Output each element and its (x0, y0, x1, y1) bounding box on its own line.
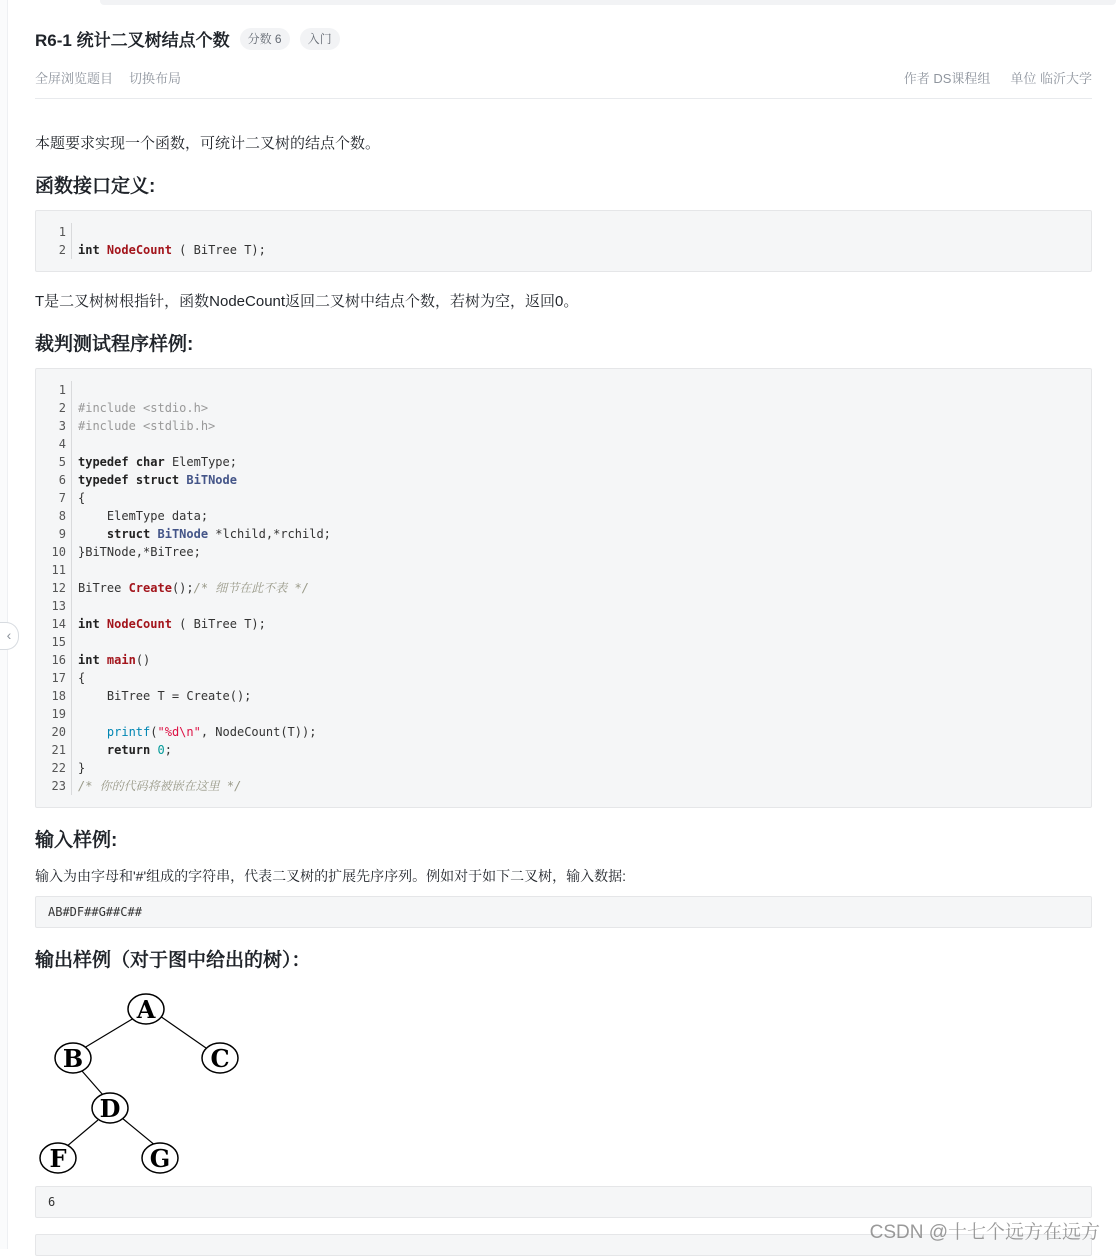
line-number: 18 (36, 687, 72, 705)
line-number: 3 (36, 417, 72, 435)
code-text: #include <stdio.h> (78, 401, 209, 415)
code-line (36, 471, 331, 489)
author-info: 作者 DS课程组 (903, 71, 991, 86)
line-number: 2 (36, 241, 72, 259)
line-number: 21 (36, 741, 72, 759)
interface-code-block (35, 210, 1092, 272)
output-sample-text: 6 (48, 1195, 56, 1209)
tree-label-g: G (149, 1144, 171, 1173)
code-text: int NodeCount ( BiTree T); (78, 243, 266, 257)
code-text: printf("%d\n", NodeCount(T)); (106, 725, 317, 739)
edge-b-d (82, 1071, 103, 1095)
code-line (36, 687, 331, 705)
collapse-sidebar-chevron-icon[interactable]: ‹ (0, 622, 19, 650)
line-number: 10 (36, 543, 72, 561)
code-line (36, 597, 331, 615)
edge-d-g (122, 1118, 156, 1146)
code-line (36, 223, 266, 241)
code-line (36, 741, 331, 759)
code-line (36, 489, 331, 507)
score-badge: 分数 6 (240, 28, 290, 50)
line-number: 23 (36, 777, 72, 795)
code-line (36, 633, 331, 651)
binary-tree-diagram (38, 990, 248, 1180)
line-number: 12 (36, 579, 72, 597)
code-line (36, 417, 331, 435)
interface-heading: 函数接口定义: (35, 176, 156, 197)
interface-description: T是二叉树树根指针，函数NodeCount返回二叉树中结点个数，若树为空，返回0。 (35, 293, 579, 310)
tree-label-f: F (49, 1144, 67, 1173)
fullscreen-link[interactable]: 全屏浏览题目 (35, 71, 114, 86)
line-number: 22 (36, 759, 72, 777)
code-text (72, 705, 78, 723)
code-text: int NodeCount ( BiTree T); (78, 617, 266, 631)
code-line (36, 579, 331, 597)
code-text (72, 561, 78, 579)
code-line (36, 669, 331, 687)
switch-layout-link[interactable]: 切换布局 (129, 71, 182, 86)
code-text: /* 你的代码将被嵌在这里 */ (78, 779, 242, 793)
code-text: int main() (78, 653, 151, 667)
code-line (36, 381, 331, 399)
code-text: BiTree T = Create(); (78, 689, 252, 703)
tree-label-c: C (210, 1044, 230, 1073)
code-line (36, 615, 331, 633)
line-number: 15 (36, 633, 72, 651)
code-text (72, 633, 78, 651)
title-row (35, 26, 340, 51)
line-number: 4 (36, 435, 72, 453)
code-text (72, 435, 78, 453)
code-text: { (78, 491, 86, 505)
code-text: BiTree Create();/* 细节在此不表 */ (78, 581, 309, 595)
code-text: #include <stdlib.h> (78, 419, 216, 433)
tree-label-d: D (99, 1094, 121, 1123)
code-line (36, 759, 331, 777)
code-line (36, 543, 331, 561)
line-number: 16 (36, 651, 72, 669)
line-number: 14 (36, 615, 72, 633)
edge-a-b (84, 1018, 134, 1048)
code-line (36, 453, 331, 471)
code-text (72, 223, 78, 241)
line-number: 13 (36, 597, 72, 615)
edge-a-c (160, 1016, 206, 1048)
code-line (36, 561, 331, 579)
code-line (36, 525, 331, 543)
tree-label-a: A (136, 995, 156, 1024)
input-sample-text: AB#DF##G##C## (48, 905, 142, 919)
code-text: struct BiTNode *lchild,*rchild; (106, 527, 331, 541)
code-line (36, 435, 331, 453)
line-number: 1 (36, 381, 72, 399)
code-text (72, 381, 78, 399)
code-text: return 0; (106, 743, 172, 757)
output-sample-heading: 输出样例（对于图中给出的树）： (35, 950, 311, 971)
top-toolbar-strip (100, 0, 1116, 5)
line-number: 1 (36, 223, 72, 241)
line-number: 9 (36, 525, 72, 543)
input-description: 输入为由字母和'#'组成的字符串，代表二叉树的扩展先序序列。例如对于如下二叉树，输入数据: (35, 868, 627, 884)
input-sample-block (35, 896, 1092, 928)
test-program-heading: 裁判测试程序样例: (35, 334, 194, 355)
test-program-code-block (35, 368, 1092, 808)
code-text: }BiTNode,*BiTree; (78, 545, 201, 559)
code-line (36, 507, 331, 525)
level-badge: 入门 (300, 28, 340, 50)
line-number: 19 (36, 705, 72, 723)
unit-info: 单位 临沂大学 (1010, 71, 1092, 86)
tree-label-b: B (62, 1044, 84, 1073)
code-text: ElemType data; (78, 509, 209, 523)
input-sample-heading: 输入样例: (35, 830, 118, 851)
output-sample-block (35, 1186, 1092, 1218)
line-number: 6 (36, 471, 72, 489)
line-number: 11 (36, 561, 72, 579)
code-line (36, 777, 331, 795)
code-text: typedef struct BiTNode (78, 473, 237, 487)
line-number: 5 (36, 453, 72, 471)
edge-d-f (66, 1120, 98, 1147)
code-line (36, 705, 331, 723)
csdn-watermark: CSDN @十七个远方在远方 (869, 1222, 1100, 1243)
problem-title: R6-1 统计二叉树结点个数 (35, 31, 230, 50)
code-text: typedef char ElemType; (78, 455, 237, 469)
code-line (36, 723, 331, 741)
code-text: } (78, 761, 86, 775)
line-number: 20 (36, 723, 72, 741)
line-number: 17 (36, 669, 72, 687)
line-number: 2 (36, 399, 72, 417)
line-number: 8 (36, 507, 72, 525)
line-number: 7 (36, 489, 72, 507)
intro-text: 本题要求实现一个函数，可统计二叉树的结点个数。 (35, 135, 381, 152)
code-line (36, 241, 266, 259)
code-line (36, 651, 331, 669)
code-text: { (78, 671, 86, 685)
meta-row (35, 68, 1092, 99)
code-line (36, 399, 331, 417)
code-text (72, 597, 78, 615)
